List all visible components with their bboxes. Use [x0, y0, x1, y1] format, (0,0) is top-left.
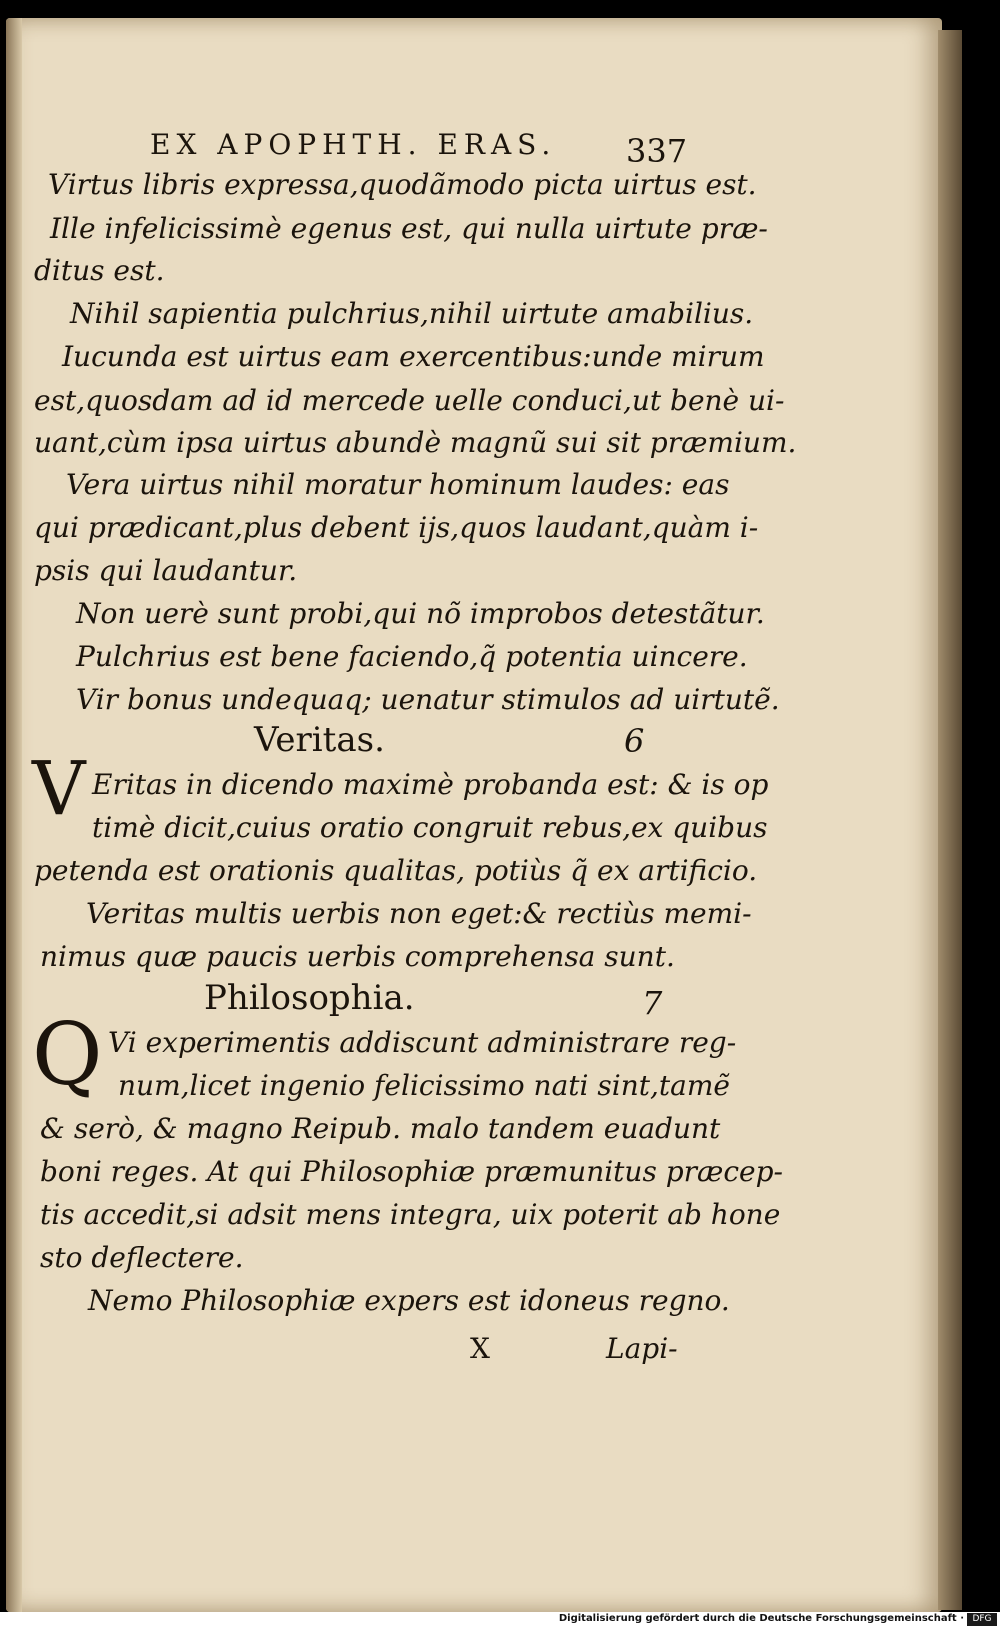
text-line: timè dicit,cuius oratio congruit rebus,ex quibus [92, 811, 768, 844]
drop-cap: V [32, 746, 86, 832]
text-line: tis accedit,si adsit mens integra, uix poterit ab hone [40, 1198, 781, 1231]
text-line: Pulchrius est bene faciendo,q̃ potentia uincere. [76, 640, 748, 673]
book-edge [938, 30, 962, 1610]
dfg-logo: DFG [967, 1613, 997, 1626]
text-line: nimus quæ paucis uerbis comprehensa sunt. [40, 940, 675, 973]
section-heading-veritas: Veritas. [254, 720, 385, 760]
running-header: EX APOPHTH. ERAS. [150, 128, 557, 161]
text-line: Vi experimentis addiscunt administrare reg- [108, 1026, 737, 1059]
text-line: Eritas in dicendo maximè probanda est: & is op [92, 768, 769, 801]
text-line: Nemo Philosophiæ expers est idoneus regno. [88, 1284, 730, 1317]
text-line: Iucunda est uirtus eam exercentibus:unde mirum [62, 340, 765, 373]
signature-mark: X [470, 1332, 490, 1365]
text-line: Non uerè sunt probi,qui nõ improbos detestãtur. [76, 597, 765, 630]
text-line: Veritas multis uerbis non eget:& rectiùs memi- [86, 897, 752, 930]
text-line: Ille infelicissimè egenus est, qui nulla uirtute præ- [50, 212, 768, 245]
text-line: sto deflectere. [40, 1241, 244, 1274]
section-number: 6 [624, 722, 645, 760]
text-line: Virtus libris expressa,quodãmodo picta uirtus est. [48, 168, 757, 201]
text-line: boni reges. At qui Philosophiæ præmunitus præcep- [40, 1155, 783, 1188]
text-line: petenda est orationis qualitas, potiùs q̃ ex artificio. [34, 854, 758, 887]
text-line: qui prædicant,plus debent ijs,quos laudant,quàm i- [34, 511, 759, 544]
text-line: est,quosdam ad id mercede uelle conduci,ut benè ui- [34, 384, 785, 417]
section-number: 7 [642, 984, 663, 1022]
section-heading-philosophia: Philosophia. [204, 978, 415, 1018]
text-line: Nihil sapientia pulchrius,nihil uirtute amabilius. [70, 297, 754, 330]
page-spine-shadow [6, 18, 22, 1612]
text-line: uant,cùm ipsa uirtus abundè magnũ sui sit præmium. [34, 426, 797, 459]
text-line: ditus est. [34, 254, 165, 287]
page-number: 337 [626, 132, 688, 170]
text-line: psis qui laudantur. [34, 554, 298, 587]
text-line: & serò, & magno Reipub. malo tandem euadunt [40, 1112, 721, 1145]
footer-credit: Digitalisierung gefördert durch die Deutsche Forschungsgemeinschaft · [558, 1613, 964, 1624]
text-line: Vir bonus undequaq; uenatur stimulos ad uirtutẽ. [76, 683, 780, 716]
text-line: Vera uirtus nihil moratur hominum laudes: eas [66, 468, 730, 501]
drop-cap: Q [32, 1005, 103, 1105]
text-line: num,licet ingenio felicissimo nati sint,tamẽ [118, 1069, 730, 1102]
catchword: Lapi- [606, 1332, 678, 1365]
